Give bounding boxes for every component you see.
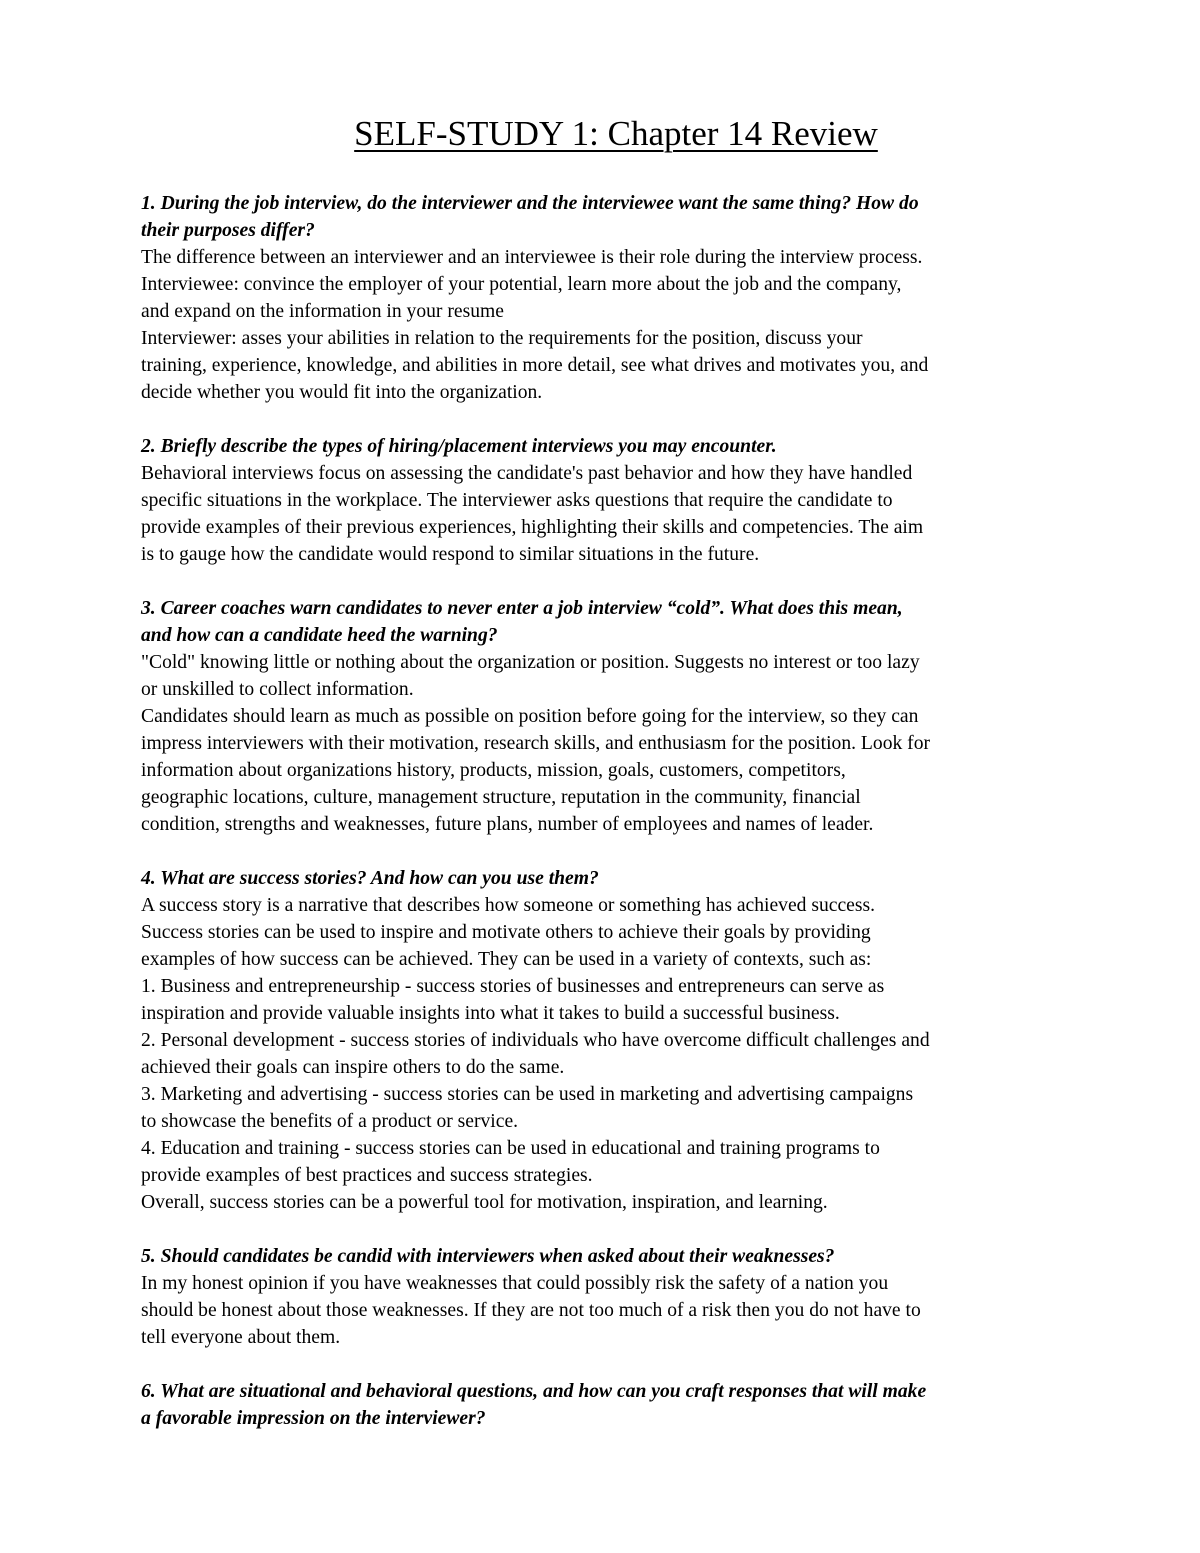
document-title: SELF-STUDY 1: Chapter 14 Review [354, 114, 878, 153]
answer-line: provide examples of their previous experiences, highlighting their skills and competencies. The aim [141, 517, 924, 538]
answer-line: tell everyone about them. [141, 1327, 341, 1348]
answer-line: 3. Marketing and advertising - success stories can be used in marketing and advertising campaigns [141, 1084, 914, 1105]
answer-line: provide examples of best practices and success strategies. [141, 1165, 593, 1186]
answer-line: inspiration and provide valuable insights into what it takes to build a successful business. [141, 1003, 840, 1024]
answer-line: to showcase the benefits of a product or service. [141, 1111, 519, 1132]
answer-line: information about organizations history, products, mission, goals, customers, competitors, [141, 760, 846, 781]
answer-line: specific situations in the workplace. The interviewer asks questions that require the candidate to [141, 490, 893, 511]
section-1 [141, 190, 1091, 406]
answer-line: A success story is a narrative that describes how someone or something has achieved success. [141, 895, 876, 916]
section-6 [141, 1378, 1091, 1432]
section-5 [141, 1243, 1091, 1351]
question-line: their purposes differ? [141, 220, 315, 241]
answer-line: 2. Personal development - success stories of individuals who have overcome difficult challenges and [141, 1030, 930, 1051]
answer-line: "Cold" knowing little or nothing about the organization or position. Suggests no interest or too lazy [141, 652, 920, 673]
question-line: 4. What are success stories? And how can you use them? [141, 868, 599, 889]
answer-line: is to gauge how the candidate would respond to similar situations in the future. [141, 544, 760, 565]
answer-line: decide whether you would fit into the organization. [141, 382, 543, 403]
question-line: 2. Briefly describe the types of hiring/placement interviews you may encounter. [141, 436, 777, 457]
answer-line: or unskilled to collect information. [141, 679, 414, 700]
answer-line: 4. Education and training - success stories can be used in educational and training programs to [141, 1138, 880, 1159]
answer-line: examples of how success can be achieved. They can be used in a variety of contexts, such as: [141, 949, 872, 970]
answer-line: geographic locations, culture, management structure, reputation in the community, financial [141, 787, 861, 808]
answer-line: should be honest about those weaknesses. If they are not too much of a risk then you do not have to [141, 1300, 921, 1321]
question-line: 6. What are situational and behavioral questions, and how can you craft responses that will make [141, 1381, 927, 1402]
answer-line: Candidates should learn as much as possible on position before going for the interview, so they can [141, 706, 919, 727]
answer-line: The difference between an interviewer and an interviewee is their role during the interview process. [141, 247, 923, 268]
question-line: 5. Should candidates be candid with interviewers when asked about their weaknesses? [141, 1246, 835, 1267]
answer-line: Interviewee: convince the employer of your potential, learn more about the job and the company, [141, 274, 902, 295]
document-page [141, 112, 1091, 1459]
section-4 [141, 865, 1091, 1216]
answer-line: impress interviewers with their motivation, research skills, and enthusiasm for the position. Look for [141, 733, 931, 754]
answer-line: achieved their goals can inspire others to do the same. [141, 1057, 565, 1078]
answer-line: Interviewer: asses your abilities in relation to the requirements for the position, discuss your [141, 328, 863, 349]
answer-line: Overall, success stories can be a powerful tool for motivation, inspiration, and learning. [141, 1192, 828, 1213]
answer-line: Behavioral interviews focus on assessing the candidate's past behavior and how they have handled [141, 463, 913, 484]
question-line: a favorable impression on the interviewer? [141, 1408, 486, 1429]
answer-line: 1. Business and entrepreneurship - success stories of businesses and entrepreneurs can serve as [141, 976, 885, 997]
answer-line: and expand on the information in your resume [141, 301, 504, 322]
section-3 [141, 595, 1091, 838]
answer-line: Success stories can be used to inspire and motivate others to achieve their goals by providing [141, 922, 871, 943]
question-line: 1. During the job interview, do the interviewer and the interviewee want the same thing? How do [141, 193, 919, 214]
answer-line: condition, strengths and weaknesses, future plans, number of employees and names of leader. [141, 814, 874, 835]
answer-line: In my honest opinion if you have weaknesses that could possibly risk the safety of a nation you [141, 1273, 889, 1294]
question-line: 3. Career coaches warn candidates to never enter a job interview “cold”. What does this mean, [141, 598, 903, 619]
sections-container [141, 190, 1091, 1432]
section-2 [141, 433, 1091, 568]
answer-line: training, experience, knowledge, and abilities in more detail, see what drives and motivates you, and [141, 355, 929, 376]
question-line: and how can a candidate heed the warning? [141, 625, 498, 646]
